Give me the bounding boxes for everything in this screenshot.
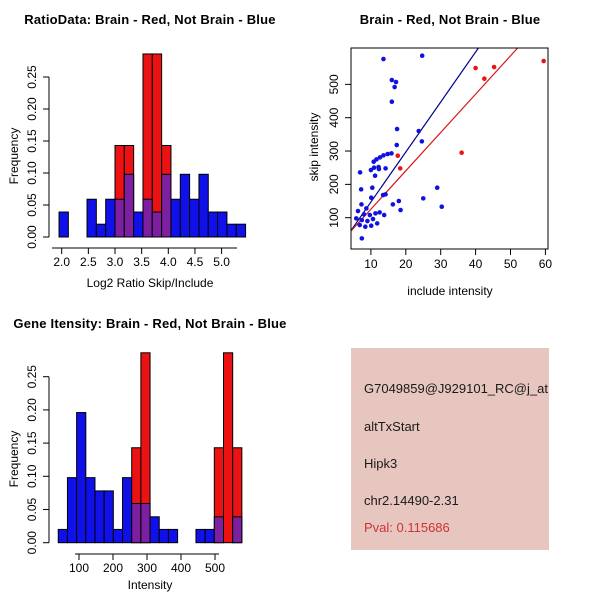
svg-text:200: 200 (102, 561, 124, 575)
ratio-histogram-title: RatioData: Brain - Red, Not Brain - Blue (24, 12, 276, 27)
svg-text:0.25: 0.25 (25, 65, 39, 89)
scatter-ylabel: skip intensity (307, 112, 321, 182)
svg-text:500: 500 (327, 74, 341, 95)
svg-text:0.15: 0.15 (25, 431, 39, 455)
svg-text:0.05: 0.05 (25, 193, 39, 217)
panel-gene-info (300, 300, 600, 600)
svg-text:0.20: 0.20 (25, 398, 39, 422)
svg-text:400: 400 (327, 107, 341, 128)
svg-text:100: 100 (327, 207, 341, 228)
not-brain-fit (351, 0, 548, 231)
svg-text:400: 400 (170, 561, 192, 575)
ratio-histogram-xlabel: Log2 Ratio Skip/Include (86, 276, 214, 290)
svg-text:0.10: 0.10 (25, 161, 39, 185)
intensity-scatter-plot (300, 0, 600, 300)
gene-histogram-ylabel: Frequency (7, 430, 21, 488)
svg-text:200: 200 (327, 174, 341, 195)
brain-fit (351, 15, 548, 231)
points-brain (395, 59, 545, 171)
event-type-text: altTxStart (364, 419, 420, 434)
svg-text:300: 300 (327, 141, 341, 162)
svg-text:4.0: 4.0 (159, 255, 177, 269)
svg-text:2.5: 2.5 (80, 255, 97, 269)
panel-ratio-histogram (0, 0, 300, 300)
svg-text:0.25: 0.25 (25, 365, 39, 389)
svg-text:60: 60 (538, 257, 553, 271)
svg-text:0.15: 0.15 (25, 129, 39, 153)
svg-text:3.5: 3.5 (133, 255, 150, 269)
svg-text:300: 300 (136, 561, 158, 575)
svg-text:0.20: 0.20 (25, 97, 39, 121)
svg-text:4.5: 4.5 (186, 255, 204, 269)
svg-text:100: 100 (68, 561, 90, 575)
svg-text:10: 10 (364, 257, 378, 271)
gene-name-text: Hipk3 (364, 456, 398, 471)
regression-lines (351, 0, 548, 231)
scatter-xlabel: include intensity (407, 284, 493, 298)
ratio-histogram-ylabel: Frequency (7, 127, 21, 185)
gene-histogram-title: Gene Itensity: Brain - Red, Not Brain - Blue (13, 316, 287, 331)
gene-intensity-histogram-bars (58, 353, 242, 543)
svg-text:2.0: 2.0 (53, 255, 71, 269)
chromosome-text: chr2.14490-2.31 (364, 493, 459, 508)
panel-gene-intensity-histogram (0, 300, 300, 600)
ratio-histogram-bars (59, 54, 246, 237)
svg-text:0.00: 0.00 (25, 225, 39, 249)
gene-info-box (351, 348, 549, 550)
svg-text:3.0: 3.0 (106, 255, 124, 269)
svg-text:0.05: 0.05 (25, 497, 39, 522)
svg-text:50: 50 (503, 257, 518, 271)
gene-histogram-xlabel: Intensity (127, 578, 173, 592)
svg-text:20: 20 (399, 257, 413, 271)
svg-text:30: 30 (434, 257, 448, 271)
probe-id-text: G7049859@J929101_RC@j_at (364, 381, 548, 396)
scatter-title: Brain - Red, Not Brain - Blue (359, 12, 541, 27)
ratio-histogram-plot (0, 0, 300, 300)
svg-text:0.00: 0.00 (25, 531, 39, 555)
svg-text:5.0: 5.0 (213, 255, 230, 269)
panel-intensity-scatter (300, 0, 600, 300)
pvalue-text: Pval: 0.115686 (364, 520, 450, 535)
svg-text:40: 40 (468, 257, 483, 271)
gene-intensity-histogram-plot (0, 300, 300, 600)
svg-text:500: 500 (204, 561, 226, 575)
svg-text:0.10: 0.10 (25, 464, 39, 488)
